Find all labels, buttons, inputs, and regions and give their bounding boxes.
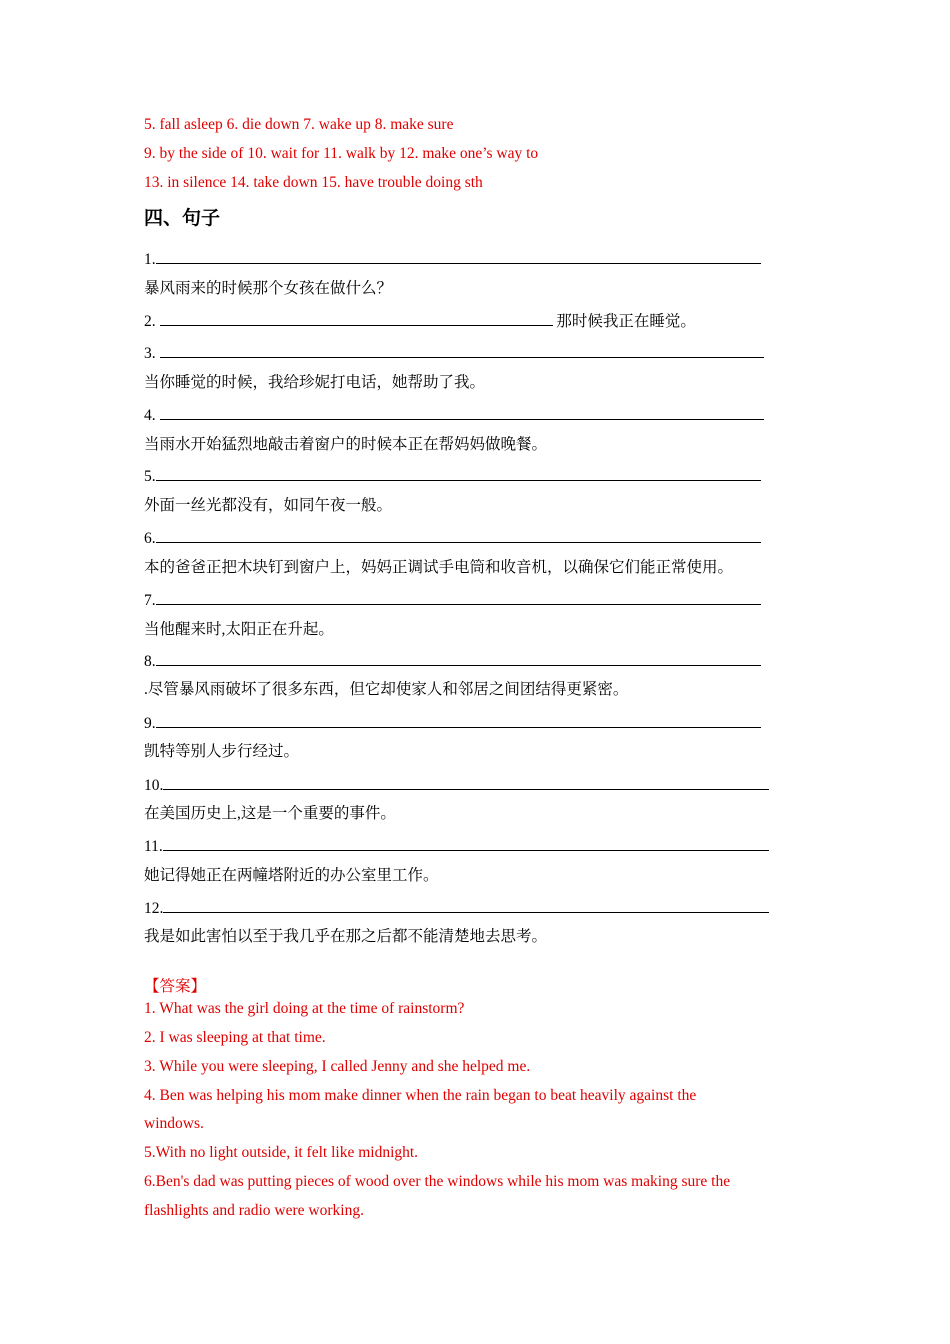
sentence-item bbox=[144, 405, 764, 426]
phrase-line: 5. fall asleep 6. die down 7. wake up 8. make sure bbox=[144, 116, 454, 133]
sentence-item bbox=[144, 466, 761, 487]
answer-line: flashlights and radio were working. bbox=[144, 1202, 364, 1219]
sentence-chinese: .尽管暴风雨破坏了很多东西，但它却使家人和邻居之间团结得更紧密。 bbox=[144, 681, 629, 698]
phrase-line: 9. by the side of 10. wait for 11. walk by 12. make one’s way to bbox=[144, 145, 539, 162]
sentence-number: 2. bbox=[144, 313, 160, 330]
sentence-number: 9. bbox=[144, 715, 156, 732]
answer-line: 2. I was sleeping at that time. bbox=[144, 1029, 326, 1046]
answer-line: 4. Ben was helping his mom make dinner when the rain began to beat heavily against the bbox=[144, 1087, 697, 1104]
sentence-number: 12. bbox=[144, 900, 164, 917]
sentence-item bbox=[144, 898, 769, 919]
sentence-item bbox=[144, 528, 761, 549]
sentence-chinese: 本的爸爸正把木块钉到窗户上，妈妈正调试手电筒和收音机，以确保它们能正常使用。 bbox=[144, 559, 734, 576]
sentence-chinese: 暴风雨来的时候那个女孩在做什么？ bbox=[144, 280, 393, 297]
sentence-number: 7. bbox=[144, 592, 156, 609]
answer-blank bbox=[160, 311, 553, 326]
answer-line: 5.With no light outside, it felt like midnight. bbox=[144, 1144, 419, 1161]
answer-blank bbox=[156, 713, 761, 728]
sentence-number: 5. bbox=[144, 468, 156, 485]
answer-blank bbox=[156, 466, 761, 481]
answer-line: 1. What was the girl doing at the time of rainstorm? bbox=[144, 1000, 465, 1017]
sentence-number: 10. bbox=[144, 777, 164, 794]
sentence-item bbox=[144, 836, 769, 857]
sentence-item bbox=[144, 775, 769, 796]
sentence-chinese: 在美国历史上,这是一个重要的事件。 bbox=[144, 805, 396, 822]
answer-blank bbox=[160, 343, 764, 358]
answer-blank bbox=[156, 528, 761, 543]
answer-blank bbox=[156, 651, 761, 666]
answer-blank bbox=[163, 898, 769, 913]
sentence-number: 6. bbox=[144, 530, 156, 547]
sentence-item bbox=[144, 343, 764, 364]
answer-blank bbox=[163, 836, 769, 851]
sentence-chinese: 当他醒来时,太阳正在升起。 bbox=[144, 621, 334, 638]
answer-blank bbox=[156, 590, 761, 605]
sentence-item bbox=[144, 311, 696, 332]
sentence-number: 4. bbox=[144, 407, 160, 424]
answer-line: 6.Ben's dad was putting pieces of wood over the windows while his mom was making sure the bbox=[144, 1173, 731, 1190]
answer-blank bbox=[156, 249, 761, 264]
answer-label: 【答案】 bbox=[144, 978, 207, 995]
sentence-item bbox=[144, 590, 761, 611]
answer-line: windows. bbox=[144, 1115, 204, 1132]
answer-blank bbox=[160, 405, 764, 420]
sentence-chinese: 那时候我正在睡觉。 bbox=[552, 313, 696, 330]
section-title: 四、句子 bbox=[144, 208, 221, 229]
sentence-number: 11. bbox=[144, 838, 163, 855]
sentence-chinese: 我是如此害怕以至于我几乎在那之后都不能清楚地去思考。 bbox=[144, 928, 548, 945]
sentence-chinese: 外面一丝光都没有，如同午夜一般。 bbox=[144, 497, 393, 514]
answer-blank bbox=[163, 775, 769, 790]
sentence-chinese: 当你睡觉的时候，我给珍妮打电话，她帮助了我。 bbox=[144, 374, 486, 391]
sentence-item bbox=[144, 249, 761, 270]
sentence-chinese: 当雨水开始猛烈地敲击着窗户的时候本正在帮妈妈做晚餐。 bbox=[144, 436, 548, 453]
sentence-number: 8. bbox=[144, 653, 156, 670]
sentence-number: 3. bbox=[144, 345, 160, 362]
sentence-item bbox=[144, 651, 761, 672]
answer-line: 3. While you were sleeping, I called Jenny and she helped me. bbox=[144, 1058, 531, 1075]
phrase-line: 13. in silence 14. take down 15. have trouble doing sth bbox=[144, 174, 483, 191]
sentence-chinese: 凯特等别人步行经过。 bbox=[144, 743, 300, 760]
sentence-chinese: 她记得她正在两幢塔附近的办公室里工作。 bbox=[144, 867, 439, 884]
sentence-item bbox=[144, 713, 761, 734]
sentence-number: 1. bbox=[144, 251, 156, 268]
